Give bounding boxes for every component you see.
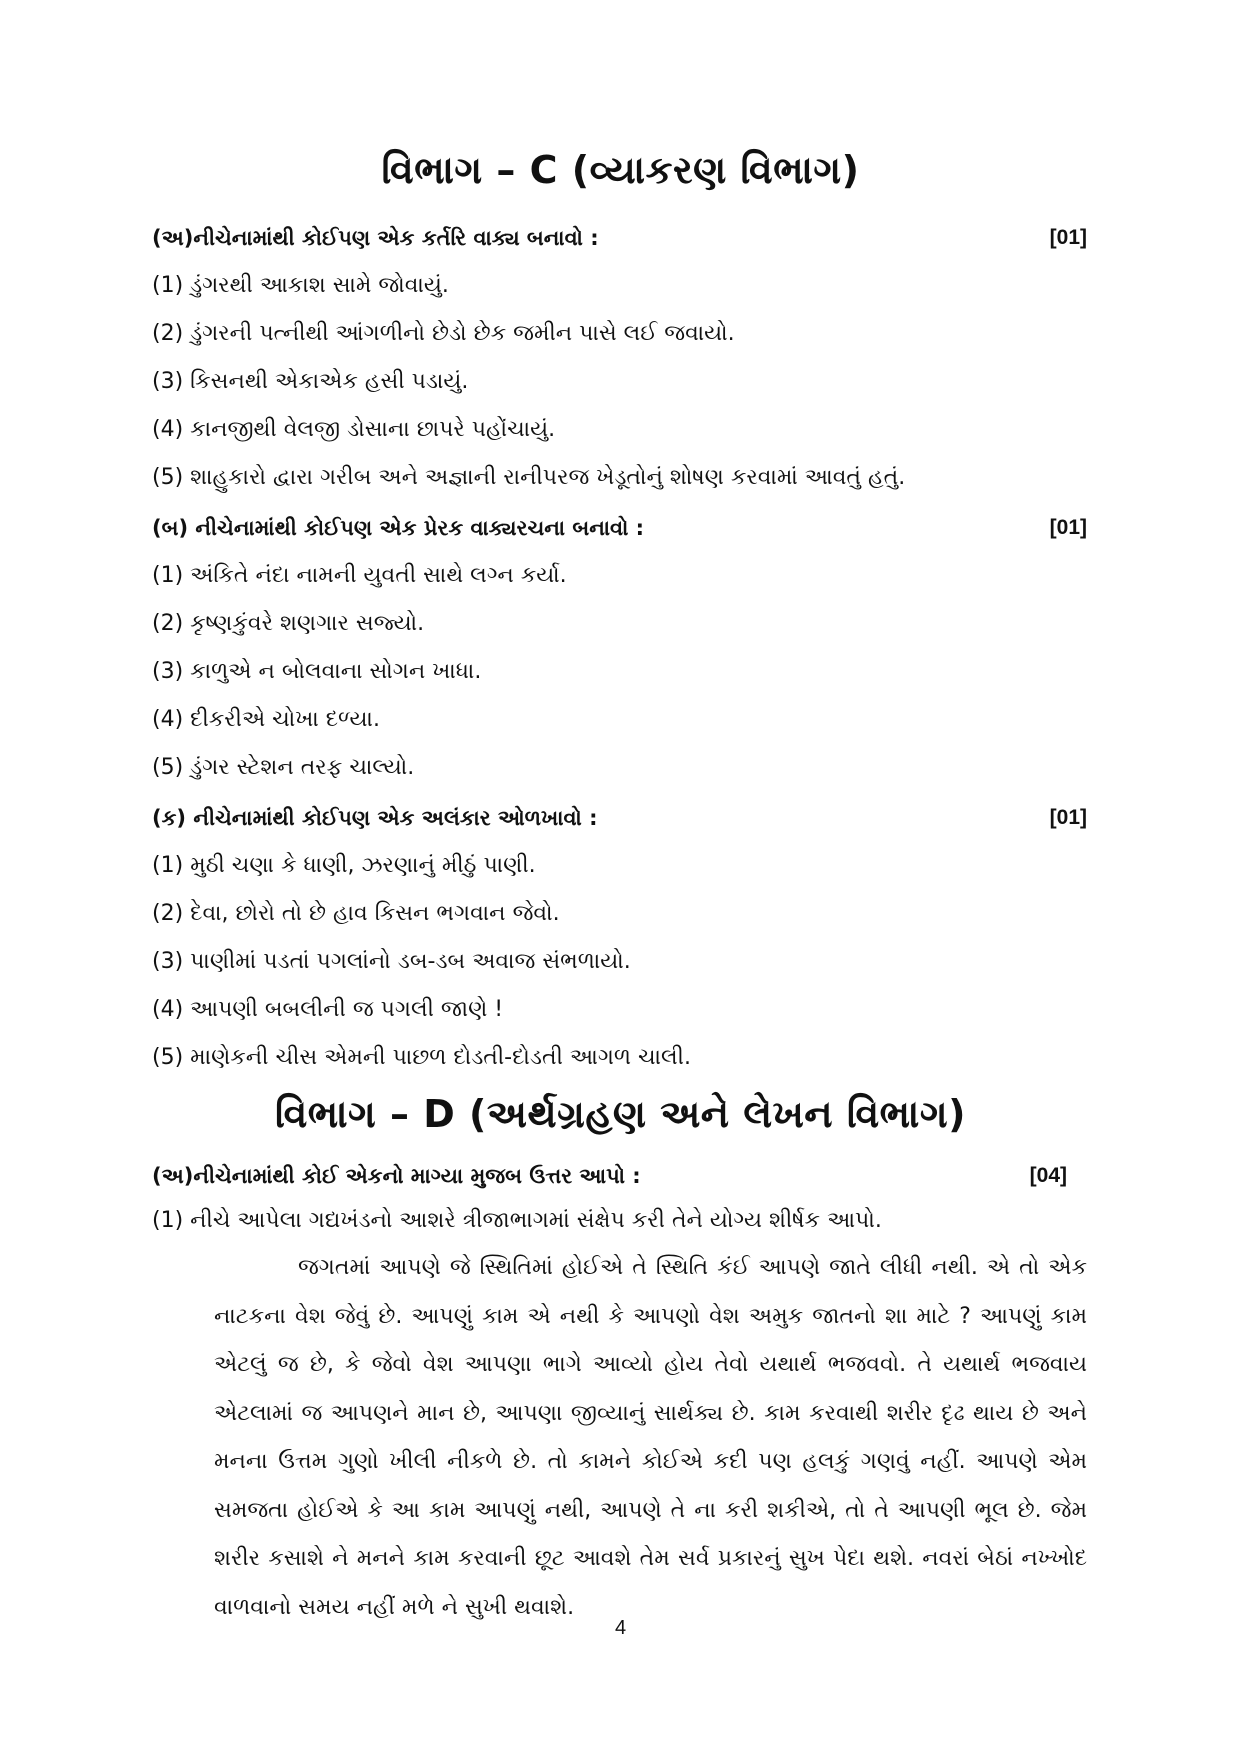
question-c-item-4: (4) આપણી બબલીની જ પગલી જાણે ! [152,997,504,1022]
section-c-title: વિભાગ – C (વ્યાકરણ વિભાગ) [381,148,860,192]
question-b-item-4: (4) દીકરીએ ચોખા દળ્યા. [152,707,380,732]
question-a-heading [152,226,1087,251]
question-c-item-2: (2) દેવા, છોરો તો છે હાવ કિસન ભગવાન જેવો. [152,901,560,926]
question-a-item-3: (3) કિસનથી એકાએક હસી પડાયું. [152,369,469,394]
question-a-item-1: (1) ડુંગરથી આકાશ સામે જોવાયું. [152,273,449,298]
question-c-item-1: (1) મુઠી ચણા કે ધાણી, ઝરણાનું મીઠું પાણી. [152,853,536,878]
question-d-heading [152,1164,1067,1189]
question-a-text: (અ)નીચેનામાંથી કોઈપણ એક કર્તરિ વાક્ય બનાવો : [152,226,599,250]
question-b-item-2: (2) કૃષ્ણકુંવરે શણગાર સજ્યો. [152,611,425,636]
question-b-item-3: (3) કાળુએ ન બોલવાના સોગન ખાધા. [152,659,482,684]
question-c-heading [152,806,1087,831]
question-a-item-4: (4) કાનજીથી વેલજી ડોસાના છાપરે પહોંચાયું. [152,417,556,442]
page-number: 4 [614,1617,627,1639]
section-d-title: વિભાગ – D (અર્થગ્રહણ અને લેખન વિભાગ) [275,1092,966,1136]
question-a-marks: [01] [1049,226,1087,249]
question-a-item-2: (2) ડુંગરની પત્નીથી આંગળીનો છેડો છેક જમીન પાસે લઈ જવાયો. [152,321,735,346]
question-c-marks: [01] [1049,806,1087,829]
question-c-item-5: (5) માણેકની ચીસ એમની પાછળ દોડતી-દોડતી આગળ ચાલી. [152,1045,691,1070]
question-c-item-3: (3) પાણીમાં પડતાં પગલાંનો ડબ-ડબ અવાજ સંભળાયો. [152,949,631,974]
question-b-item-5: (5) ડુંગર સ્ટેશન તરફ ચાલ્યો. [152,755,415,780]
question-d-item-1: (1) નીચે આપેલા ગદ્યખંડનો આશરે ત્રીજાભાગમાં સંક્ષેપ કરી તેને યોગ્ય શીર્ષક આપો. [152,1208,882,1233]
question-b-item-1: (1) અંકિતે નંદા નામની યુવતી સાથે લગ્ન કર્યા. [152,563,567,588]
question-c-text: (ક) નીચેનામાંથી કોઈપણ એક અલંકાર ઓળખાવો : [152,806,598,830]
question-b-text: (બ) નીચેનામાંથી કોઈપણ એક પ્રેરક વાક્યરચના બનાવો : [152,516,645,540]
question-d-marks: [04] [1029,1164,1067,1187]
question-d-text: (અ)નીચેનામાંથી કોઈ એકનો માગ્યા મુજબ ઉત્તર આપો : [152,1164,641,1188]
question-b-heading [152,516,1087,541]
question-a-item-5: (5) શાહુકારો દ્વારા ગરીબ અને અજ્ઞાની રાનીપરજ ખેડૂતોનું શોષણ કરવામાં આવતું હતું. [152,465,906,490]
comprehension-passage: જગતમાં આપણે જે સ્થિતિમાં હોઈએ તે સ્થિતિ કંઈ આપણે જાતે લીધી નથી. એ તો એક નાટકના વેશ જેવું છે. આપણું કામ એ નથી કે આપણો વેશ અમુક જાતનો શા માટે ? આપણું કામ એટલું જ છે, કે જેવો વેશ આપણા ભાગે આવ્યો હોય તેવો યથાર્થ ભજવવો. તે યથાર્થ ભજવાય એટલામાં જ આપણને માન છે, આપણા જીવ્યાનું સાર્થક્ય છે. કામ કરવાથી શરીર દૃઢ થાય છે અને મનના ઉત્તમ ગુણો ખીલી નીકળે છે. તો કામને કોઈએ કદી પણ હલકું ગણવું નહીં. આપણે એમ સમજતા હોઈએ કે આ કામ આપણું નથી, આપણે તે ના કરી શકીએ, તો તે આપણી ભૂલ છે. જેમ શરીર કસાશે ને મનને કામ કરવાની છૂટ આવશે તેમ સર્વ પ્રકારનું સુખ પેદા થશે. નવરાં બેઠાં નખ્ખોદ વાળવાનો સમય નહીં મળે ને સુખી થવાશે. [214,1255,1087,1620]
question-b-marks: [01] [1049,516,1087,539]
